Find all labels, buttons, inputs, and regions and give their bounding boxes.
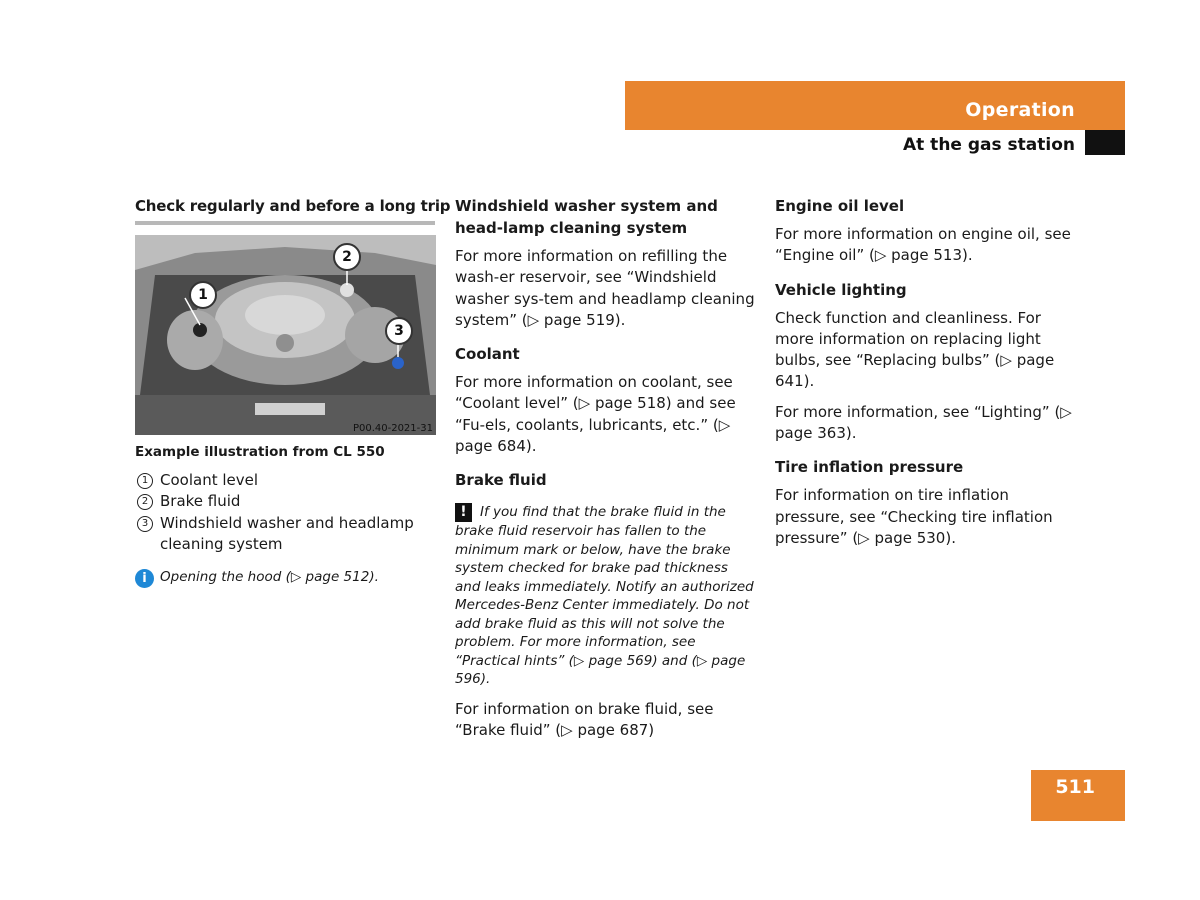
image-code: P00.40-2021-31 — [352, 423, 433, 434]
engine-photo — [135, 235, 436, 435]
list-item — [135, 513, 435, 556]
left-heading: Check regularly and before a long trip — [135, 195, 435, 225]
washer-heading: Windshield washer system and head-lamp cleaning system — [455, 197, 718, 237]
item-number: 1 — [137, 473, 153, 489]
tire-text: For information on tire inflation pressure, see “Checking tire inflation pressure” (▷ page 530). — [775, 486, 1053, 547]
subsection-title: At the gas station — [902, 135, 1075, 155]
info-note — [135, 569, 435, 588]
list-item — [135, 470, 435, 491]
brake-warning — [455, 503, 755, 689]
page-number: 511 — [1055, 776, 1095, 798]
header-marker — [1085, 130, 1125, 155]
info-note-text: Opening the hood (▷ page 512). — [160, 569, 379, 586]
callout-1: 1 — [189, 281, 217, 309]
brake-text: For information on brake fluid, see “Brake fluid” (▷ page 687) — [455, 699, 714, 740]
oil-heading: Engine oil level — [775, 197, 905, 215]
coolant-heading: Coolant — [455, 345, 520, 364]
item-text: Coolant level — [160, 471, 259, 489]
section-title: Operation — [965, 99, 1075, 121]
left-column — [135, 195, 451, 588]
list-item — [135, 491, 435, 512]
callout-3: 3 — [385, 317, 413, 345]
lighting-text-1: Check function and cleanliness. For more information on replacing light bulbs, see “Replacing bulbs” (▷ page 641). — [775, 308, 1055, 391]
brake-warning-text: If you find that the brake fluid in the brake fluid reservoir has fallen to the minimum mark or below, have the brake system checked for brake pad thickness and leaks immediately. Notify an authorized Mercedes-Benz Center immediately. Do not add brake fluid as this will not solve the problem. For more information, see “Practical hints” (▷ page 569) and (▷ page 596). — [455, 504, 754, 688]
washer-text: For more information on refilling the wash-er reservoir, see “Windshield washer sys-tem and headlamp cleaning system” (▷ page 519). — [455, 247, 755, 329]
right-column — [775, 195, 1075, 558]
item-number: 3 — [137, 516, 153, 532]
brake-heading: Brake fluid — [455, 471, 547, 490]
lighting-heading: Vehicle lighting — [775, 280, 907, 299]
middle-column — [455, 195, 755, 750]
item-number: 2 — [137, 494, 153, 510]
tire-heading: Tire inflation pressure — [775, 458, 964, 477]
coolant-text: For more information on coolant, see “Coolant level” (▷ page 518) and see “Fu-els, coolants, lubricants, etc.” (▷ page 684). — [455, 373, 736, 456]
callout-2: 2 — [333, 243, 361, 271]
image-caption: Example illustration from CL 550 — [135, 444, 385, 460]
item-text: Brake fluid — [160, 492, 241, 511]
item-text: Windshield washer and headlamp cleaning system — [160, 513, 414, 553]
oil-text: For more information on engine oil, see “Engine oil” (▷ page 513). — [775, 225, 1071, 265]
info-icon: i — [135, 569, 154, 588]
lighting-text-2: For more information, see “Lighting” (▷ page 363). — [775, 402, 1072, 443]
warning-icon: ! — [455, 503, 472, 522]
